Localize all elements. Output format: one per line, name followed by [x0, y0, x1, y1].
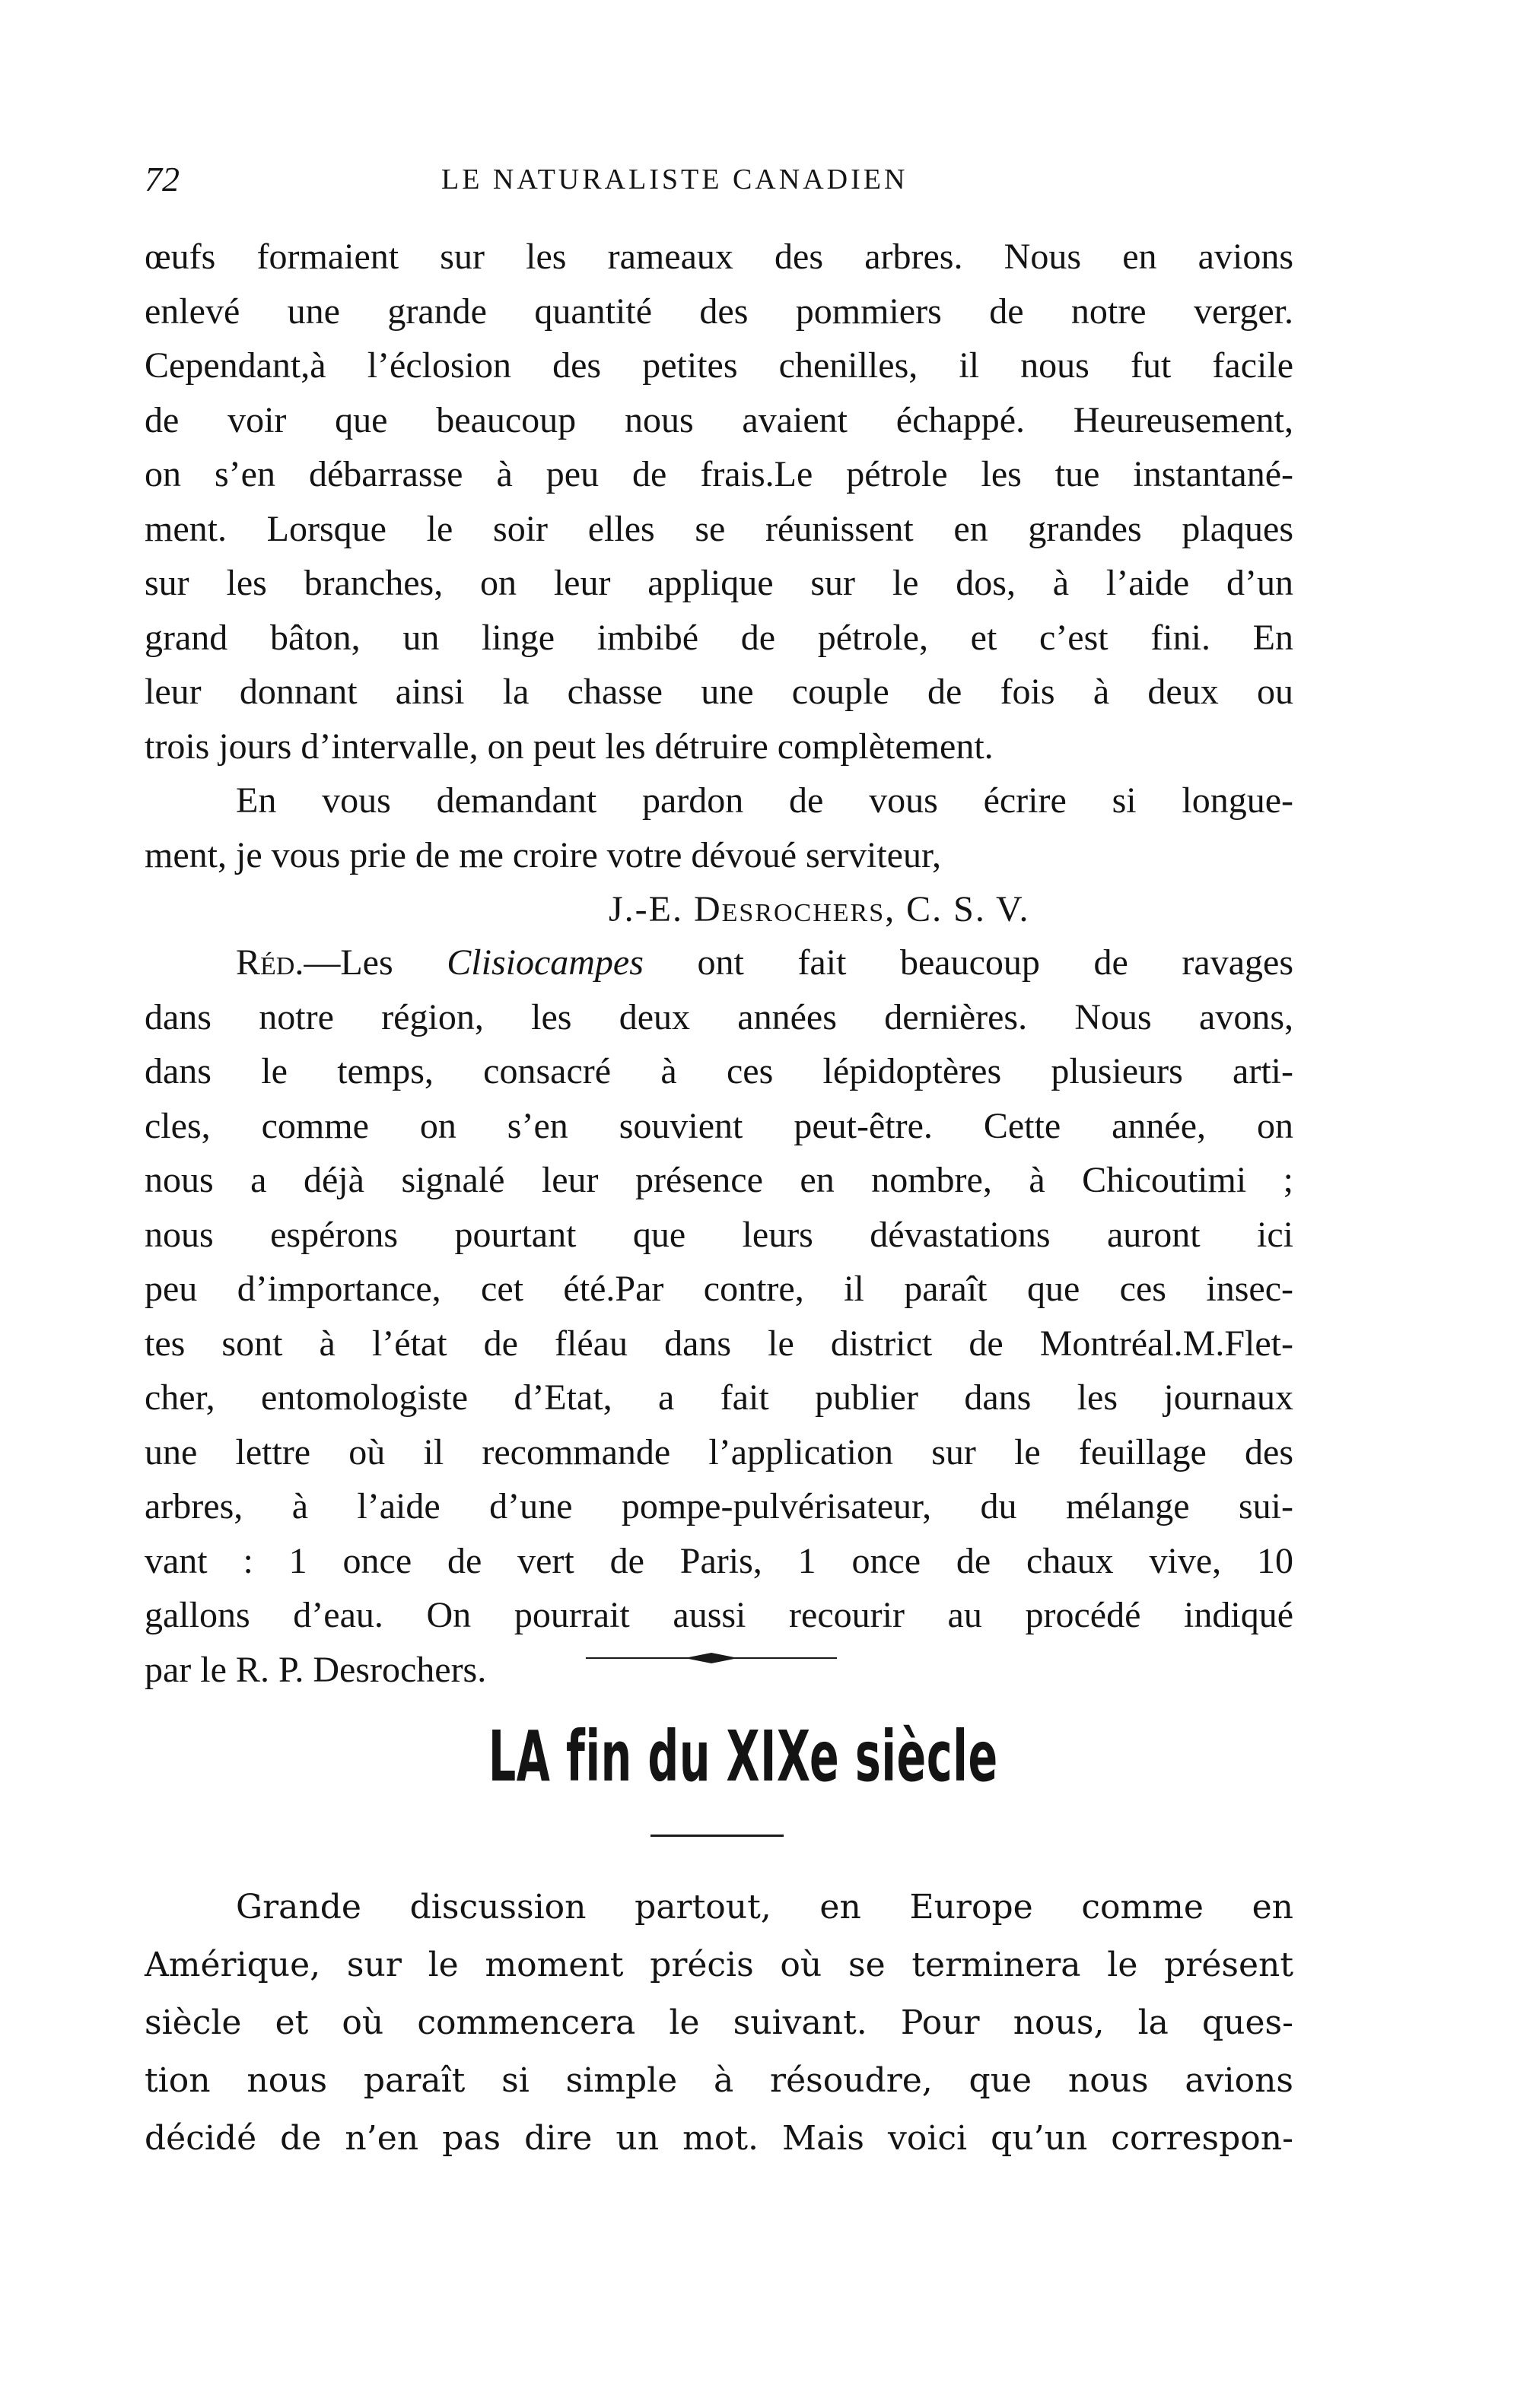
text-line: grand bâton, un linge imbibé de pétrole, et c’est fini. En — [145, 617, 1293, 658]
page-number: 72 — [145, 160, 180, 199]
editor-note-text: —Les — [304, 942, 447, 983]
text-line: une lettre où il recommande l’application sur le feuillage des — [145, 1431, 1293, 1472]
text-line: peu d’importance, cet été.Par contre, il paraît que ces insec- — [145, 1269, 1293, 1309]
text-line: nous espérons pourtant que leurs dévastations auront ici — [145, 1214, 1293, 1255]
text-line: En vous demandant pardon de vous écrire si longue- — [236, 780, 1293, 821]
text-line: arbres, à l’aide d’une pompe-pulvérisateur, du mélange sui- — [145, 1486, 1293, 1526]
editor-note — [145, 936, 1293, 1697]
text-line: enlevé une grande quantité des pommiers de notre verger. — [145, 291, 1293, 332]
text-line: Amérique, sur le moment précis où se terminera le présent — [145, 1946, 1293, 1984]
section-divider-ornament — [586, 1647, 837, 1669]
text-line: cher, entomologiste d’Etat, a fait publier dans les journaux — [145, 1377, 1293, 1418]
divider-ornament-icon — [586, 1647, 837, 1669]
text-line: tes sont à l’état de fléau dans le district de Montréal.M.Flet- — [145, 1323, 1293, 1364]
text-line: sur les branches, on leur applique sur le dos, à l’aide d’un — [145, 563, 1293, 603]
text-line: ment, je vous prie de me croire votre dévoué serviteur, — [145, 834, 942, 875]
letter-body — [145, 230, 1293, 937]
text-line: œufs formaient sur les rameaux des arbres. Nous en avions — [145, 237, 1293, 277]
section-heading: LA fin du XIXe siècle — [488, 1716, 998, 1797]
heading-rule — [650, 1835, 784, 1837]
text-line: ment. Lorsque le soir elles se réunissent en grandes plaques — [145, 508, 1293, 549]
text-line: nous a déjà signalé leur présence en nombre, à Chicoutimi ; — [145, 1160, 1293, 1200]
text-line: leur donnant ainsi la chasse une couple de fois à deux ou — [145, 672, 1293, 712]
text-line: siècle et où commencera le suivant. Pour nous, la ques- — [145, 2003, 1293, 2042]
text-line: décidé de n’en pas dire un mot. Mais voici qu’un correspon- — [145, 2119, 1293, 2158]
running-head — [145, 157, 1293, 202]
text-line: vant : 1 once de vert de Paris, 1 once de chaux vive, 10 — [145, 1540, 1293, 1581]
editor-note-text: ont fait beaucoup de ravages — [643, 942, 1293, 983]
text-line: dans le temps, consacré à ces lépidoptères plusieurs arti- — [145, 1051, 1293, 1091]
letter-signature: J.-E. Desrochers, C. S. V. — [609, 889, 1030, 929]
editor-note-first-line — [145, 936, 1293, 990]
text-line: par le R. P. Desrochers. — [145, 1649, 487, 1690]
text-line: cles, comme on s’en souvient peut-être. Cette année, on — [145, 1105, 1293, 1146]
editor-label: Réd. — [236, 942, 304, 983]
text-line: on s’en débarrasse à peu de frais.Le pétrole les tue instantané- — [145, 454, 1293, 494]
text-line: dans notre région, les deux années dernières. Nous avons, — [145, 996, 1293, 1037]
article-body — [145, 1879, 1293, 2168]
text-line: de voir que beaucoup nous avaient échappé. Heureusement, — [145, 399, 1293, 440]
text-line: gallons d’eau. On pourrait aussi recourir au procédé indiqué — [145, 1595, 1293, 1635]
text-line: Cependant,à l’éclosion des petites chenilles, il nous fut facile — [145, 345, 1293, 386]
text-line: tion nous paraît si simple à résoudre, que nous avions — [145, 2061, 1293, 2100]
journal-title: LE NATURALISTE CANADIEN — [441, 164, 908, 195]
text-line: trois jours d’intervalle, on peut les détruire complètement. — [145, 726, 994, 767]
text-line: Grande discussion partout, en Europe comme en — [236, 1888, 1293, 1927]
italic-term: Clisiocampes — [447, 942, 644, 983]
